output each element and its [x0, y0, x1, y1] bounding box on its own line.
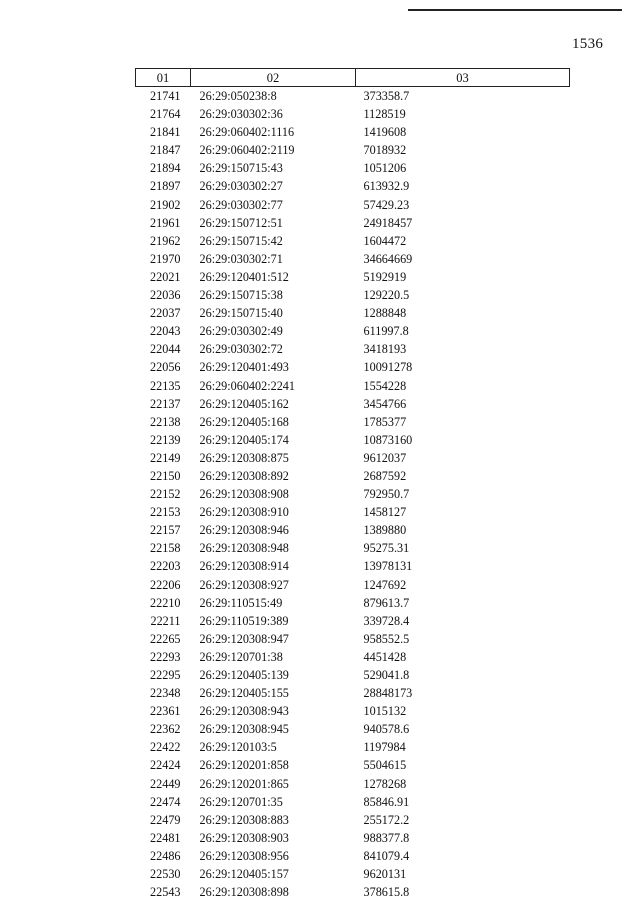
table-row [136, 702, 570, 720]
table-row [136, 775, 570, 793]
cell-01: 22138 [150, 414, 181, 429]
column-header-03: 03 [356, 69, 570, 87]
cell-03: 1015132 [363, 704, 407, 719]
cell-02: 26:29:050238:8 [199, 89, 277, 103]
cell-01: 22021 [150, 269, 181, 284]
cell-03: 1128519 [363, 107, 406, 122]
cell-02: 26:29:060402:2119 [199, 143, 295, 158]
cell-01: 22056 [150, 360, 181, 375]
cell-01: 22481 [150, 830, 181, 845]
cell-01: 22135 [150, 378, 181, 393]
cell-02: 26:29:120201:865 [199, 776, 289, 791]
cell-02: 26:29:030302:77 [199, 197, 283, 212]
cell-01: 21894 [150, 161, 181, 176]
table-row [136, 87, 570, 106]
cell-01: 22293 [150, 649, 181, 664]
cell-02: 26:29:120701:38 [199, 649, 283, 664]
cell-03: 792950.7 [363, 487, 410, 502]
cell-01: 22203 [150, 559, 181, 574]
cell-03: 879613.7 [363, 595, 410, 610]
cell-01: 22210 [150, 595, 181, 610]
cell-02: 26:29:110519:389 [199, 613, 289, 628]
table-row [136, 250, 570, 268]
table-row [136, 883, 570, 901]
cell-03: 378615.8 [363, 885, 410, 900]
table-row [136, 413, 570, 431]
table-row [136, 141, 570, 159]
cell-02: 26:29:120308:883 [199, 812, 289, 827]
cell-03: 5504615 [363, 758, 407, 773]
cell-03: 1419608 [363, 125, 407, 140]
cell-02: 26:29:150715:38 [199, 288, 283, 303]
table-row [136, 395, 570, 413]
table-row [136, 793, 570, 811]
cell-01: 22486 [150, 848, 181, 863]
cell-03: 85846.91 [363, 794, 410, 809]
table-row [136, 123, 570, 141]
cell-01: 22543 [150, 885, 181, 900]
cell-02: 26:29:120308:875 [199, 450, 289, 465]
cell-01: 21970 [150, 251, 181, 266]
cell-03: 940578.6 [363, 722, 410, 737]
cell-02: 26:29:120405:155 [199, 686, 289, 701]
table-row [136, 756, 570, 774]
cell-01: 22474 [150, 794, 181, 809]
table-body [136, 87, 570, 902]
cell-03: 958552.5 [363, 631, 410, 646]
table-row [136, 214, 570, 232]
cell-01: 21847 [150, 143, 181, 158]
cell-03: 988377.8 [363, 830, 410, 845]
table-row [136, 612, 570, 630]
cell-02: 26:29:030302:27 [199, 179, 283, 194]
cell-03: 1604472 [363, 233, 407, 248]
cell-02: 26:29:030302:49 [199, 324, 283, 339]
cell-03: 7018932 [363, 143, 407, 158]
table-row [136, 268, 570, 286]
cell-01: 22265 [150, 631, 181, 646]
cell-03: 9620131 [363, 867, 407, 882]
cell-01: 21902 [150, 197, 181, 212]
table-row [136, 684, 570, 702]
cell-02: 26:29:120308:927 [199, 577, 289, 592]
table-row [136, 811, 570, 829]
table-row [136, 377, 570, 395]
cell-02: 26:29:120308:908 [199, 487, 289, 502]
cell-01: 22362 [150, 722, 181, 737]
cell-01: 21741 [150, 89, 181, 103]
cell-03: 3418193 [363, 342, 407, 357]
header-rule [408, 9, 622, 11]
cell-02: 26:29:030302:72 [199, 342, 283, 357]
cell-03: 1288848 [363, 306, 407, 321]
cell-03: 529041.8 [363, 668, 410, 682]
cell-03: 1278268 [363, 776, 407, 791]
table-row [136, 720, 570, 738]
table-row [136, 340, 570, 358]
cell-01: 21841 [150, 125, 181, 140]
table-row [136, 196, 570, 214]
header-row [136, 69, 570, 87]
cell-01: 22295 [150, 668, 181, 682]
table-row [136, 304, 570, 322]
cell-03: 24918457 [363, 215, 413, 230]
cell-01: 22449 [150, 776, 181, 791]
table-row [136, 521, 570, 539]
cell-01: 22044 [150, 342, 181, 357]
cell-01: 22424 [150, 758, 181, 773]
cell-03: 3454766 [363, 396, 407, 411]
cell-02: 26:29:150715:42 [199, 233, 283, 248]
cell-03: 10091278 [363, 360, 413, 375]
cell-02: 26:29:120308:947 [199, 631, 289, 646]
cell-01: 22139 [150, 432, 181, 447]
cell-01: 22149 [150, 450, 181, 465]
cell-02: 26:29:120308:943 [199, 704, 289, 719]
cell-02: 26:29:120405:162 [199, 396, 289, 411]
table-row [136, 594, 570, 612]
table-row [136, 431, 570, 449]
cell-03: 1458127 [363, 505, 407, 520]
cell-01: 21897 [150, 179, 181, 194]
column-header-02: 02 [191, 69, 356, 87]
cell-03: 841079.4 [363, 848, 410, 863]
table-row [136, 648, 570, 666]
table-row [136, 847, 570, 865]
cell-01: 22043 [150, 324, 181, 339]
cell-02: 26:29:120308:903 [199, 830, 289, 845]
table-row [136, 159, 570, 177]
data-table [135, 68, 570, 901]
cell-02: 26:29:120405:168 [199, 414, 289, 429]
cell-02: 26:29:060402:1116 [199, 125, 295, 140]
column-header-01: 01 [136, 69, 191, 87]
cell-01: 22036 [150, 288, 181, 303]
cell-03: 9612037 [363, 450, 407, 465]
table-row [136, 467, 570, 485]
cell-01: 22153 [150, 505, 181, 520]
cell-01: 21961 [150, 215, 181, 230]
cell-02: 26:29:120308:948 [199, 541, 289, 556]
table-row [136, 286, 570, 304]
cell-02: 26:29:060402:2241 [199, 378, 295, 393]
cell-03: 373358.7 [363, 89, 410, 103]
cell-02: 26:29:120405:174 [199, 432, 289, 447]
cell-02: 26:29:120405:157 [199, 867, 289, 882]
cell-02: 26:29:120308:956 [199, 848, 289, 863]
table-row [136, 105, 570, 123]
table-row [136, 358, 570, 376]
cell-02: 26:29:150712:51 [199, 215, 283, 230]
cell-03: 611997.8 [363, 324, 409, 339]
table-row [136, 322, 570, 340]
cell-03: 4451428 [363, 649, 407, 664]
cell-02: 26:29:120701:35 [199, 794, 283, 809]
page-number: 1536 [572, 36, 604, 52]
cell-01: 22037 [150, 306, 181, 321]
cell-02: 26:29:120308:910 [199, 505, 289, 520]
cell-03: 129220.5 [363, 288, 410, 303]
cell-01: 21962 [150, 233, 181, 248]
table-row [136, 232, 570, 250]
cell-03: 1389880 [363, 523, 407, 538]
cell-02: 26:29:120308:898 [199, 885, 289, 900]
cell-01: 22152 [150, 487, 181, 502]
cell-03: 1785377 [363, 414, 407, 429]
table-row [136, 576, 570, 594]
cell-03: 255172.2 [363, 812, 410, 827]
table-row [136, 557, 570, 575]
cell-01: 22211 [150, 613, 181, 628]
table-row [136, 829, 570, 847]
cell-02: 26:29:120401:512 [199, 269, 289, 284]
table-row [136, 177, 570, 195]
cell-01: 22150 [150, 468, 181, 483]
cell-02: 26:29:120201:858 [199, 758, 289, 773]
cell-03: 5192919 [363, 269, 407, 284]
cell-02: 26:29:120308:945 [199, 722, 289, 737]
cell-01: 22137 [150, 396, 181, 411]
cell-03: 28848173 [363, 686, 413, 701]
cell-01: 22206 [150, 577, 181, 592]
cell-03: 10873160 [363, 432, 413, 447]
cell-01: 22157 [150, 523, 181, 538]
table-row [136, 485, 570, 503]
cell-03: 613932.9 [363, 179, 410, 194]
cell-01: 22361 [150, 704, 181, 719]
cell-02: 26:29:120401:493 [199, 360, 289, 375]
cell-02: 26:29:150715:40 [199, 306, 283, 321]
cell-02: 26:29:120308:914 [199, 559, 289, 574]
cell-03: 2687592 [363, 468, 407, 483]
cell-03: 1554228 [363, 378, 407, 393]
cell-02: 26:29:120308:892 [199, 468, 289, 483]
table-row [136, 539, 570, 557]
cell-01: 22530 [150, 867, 181, 882]
table-row [136, 503, 570, 521]
cell-02: 26:29:120405:139 [199, 668, 289, 682]
cell-03: 339728.4 [363, 613, 410, 628]
cell-02: 26:29:150715:43 [199, 161, 283, 176]
cell-03: 1197984 [363, 740, 406, 755]
table-row [136, 630, 570, 648]
table-row [136, 738, 570, 756]
table-row [136, 865, 570, 883]
table-row [136, 449, 570, 467]
cell-02: 26:29:030302:36 [199, 107, 283, 122]
cell-03: 1051206 [363, 161, 407, 176]
cell-02: 26:29:120308:946 [199, 523, 289, 538]
cell-03: 34664669 [363, 251, 413, 266]
cell-01: 21764 [150, 107, 181, 122]
table-row [136, 666, 570, 684]
cell-02: 26:29:030302:71 [199, 251, 283, 266]
cell-03: 1247692 [363, 577, 407, 592]
cell-03: 13978131 [363, 559, 413, 574]
table-header [136, 69, 570, 87]
cell-03: 57429.23 [363, 197, 410, 212]
cell-01: 22479 [150, 812, 181, 827]
cell-02: 26:29:120103:5 [199, 740, 277, 755]
cell-01: 22348 [150, 686, 181, 701]
cell-02: 26:29:110515:49 [199, 595, 283, 610]
cell-01: 22422 [150, 740, 181, 755]
cell-03: 95275.31 [363, 541, 410, 556]
cell-01: 22158 [150, 541, 181, 556]
